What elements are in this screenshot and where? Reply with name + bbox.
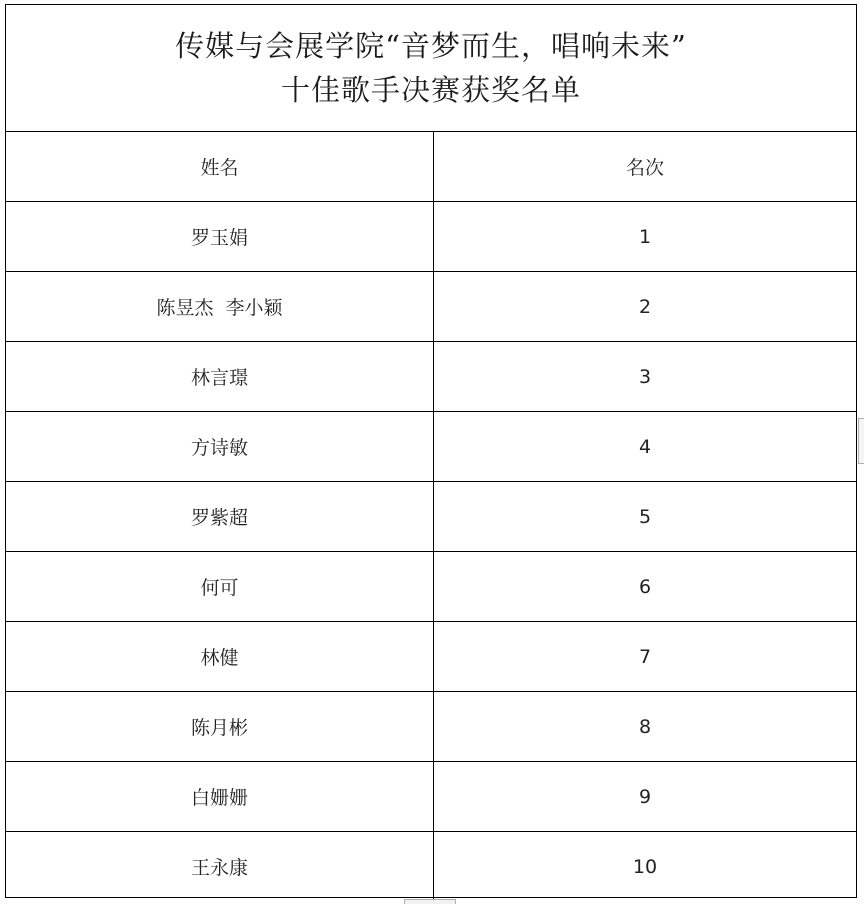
winner-name: 白姗姗 <box>6 762 434 832</box>
resize-handle[interactable] <box>404 899 456 904</box>
title-line-1: 传媒与会展学院“音梦而生，唱响未来” <box>175 29 687 63</box>
table-row <box>6 272 856 342</box>
award-table <box>6 132 856 901</box>
winner-name: 林言璟 <box>6 342 434 412</box>
winner-rank: 9 <box>434 762 857 832</box>
winner-name: 王永康 <box>6 832 434 902</box>
winner-name: 何可 <box>6 552 434 622</box>
scroll-stub[interactable] <box>858 418 864 464</box>
title-line-2: 十佳歌手决赛获奖名单 <box>280 73 581 107</box>
table-row <box>6 412 856 482</box>
table-row <box>6 622 856 692</box>
winner-rank: 10 <box>632 855 658 878</box>
winner-name: 罗玉娟 <box>6 202 434 272</box>
header-name: 姓名 <box>6 132 434 202</box>
header-rank: 名次 <box>434 132 857 202</box>
award-list-sheet <box>5 4 857 898</box>
table-row <box>6 342 856 412</box>
table-row <box>6 762 856 832</box>
table-row <box>6 202 856 272</box>
winner-name: 陈月彬 <box>6 692 434 762</box>
winner-rank: 6 <box>434 552 857 622</box>
title-block <box>6 5 856 132</box>
winner-rank: 5 <box>434 482 857 552</box>
winner-rank: 8 <box>434 692 857 762</box>
table-row <box>6 832 856 902</box>
winner-rank: 2 <box>434 272 857 342</box>
winner-name: 罗紫超 <box>6 482 434 552</box>
winner-name: 林健 <box>6 622 434 692</box>
header-row <box>6 132 856 202</box>
table-row <box>6 692 856 762</box>
winner-rank: 7 <box>434 622 857 692</box>
winner-name: 陈昱杰 李小颖 <box>6 272 434 342</box>
winner-name: 方诗敏 <box>6 412 434 482</box>
winner-rank: 1 <box>434 202 857 272</box>
table-row <box>6 552 856 622</box>
winner-rank: 3 <box>434 342 857 412</box>
winner-rank: 4 <box>434 412 857 482</box>
table-row <box>6 482 856 552</box>
